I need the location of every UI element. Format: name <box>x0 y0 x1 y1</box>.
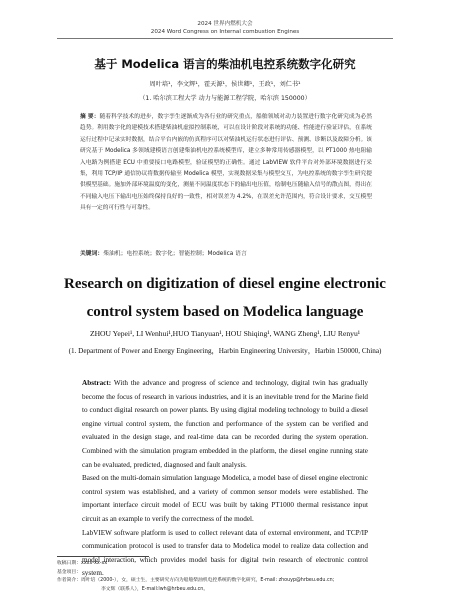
footnotes <box>57 560 397 594</box>
chinese-abstract-text: 随着科学技术的进步，数字孪生逐渐成为各行业的研究重点，船舶领域对动力装置进行数字化研究成为必然趋势。利用数字化的建模技术搭建柴油机虚拟控制系统，可以在设计阶段对系统的功能、性能进行验证评估，在系统运行过程中记录实时数据，结合平台内嵌的仿真程序可以对柴油机运行状态进行评估、预测、诊断以及故障分析。该研究基于 Modelica 多领域建模语言创建柴油机电控系统模型库，建立多种常用传感器模型，以 PT1000 热电阻输入电路为例搭建 ECU 中重要接口电路模型，验证模型的正确性。通过 LabVIEW 软件平台对外部环境数据进行采集，利用 TCP/IP 通信协议将数据传输至 Modelica 模型，实现数据采集与模型交互，为电控系统的数字孪生研究提供模型基础。施加外部环境温度的变化，测量不同温度状态下的输出电压值，绘制电压随输入信号的散点图，得出在不同输入电压下输出电压始终保持良好的一致性，相对误差为 4.2%，在误差允许范围内，符合设计要求，交互模型具有一定的可行性与可靠性。 <box>80 114 373 212</box>
english-title: Research on digitization of diesel engine electronic control system based on Modelica language <box>64 276 386 320</box>
header-divider <box>57 38 393 39</box>
chinese-abstract <box>80 112 372 215</box>
chinese-affiliation: （1. 哈尔滨工程大学 动力与能源工程学院，哈尔滨 150000） <box>139 95 311 102</box>
footnote-received: 收稿日期：xxxx-xx-xx <box>57 561 108 566</box>
abstract-paragraph-3: LabVIEW software platform is used to collect relevant data of external environment, and TCP/IP communication protocol is used to transfer data to Modelica model to realize data collection and model interaction, which provides model basis for digital twin research of electronic control system. <box>82 528 368 578</box>
header-line-cn: 2024 世界内燃机大会 <box>197 21 253 27</box>
running-header <box>0 20 450 36</box>
chinese-title: 基于 Modelica 语言的柴油机电控系统数字化研究 <box>94 57 356 71</box>
footnote-author-info: 作者简介：周叶培（2000-），女，硕士生，主要研究方向为船舶柴油机电控系统的数字化研究，E-mail: zhouyp@hrbeu.edu.cn; <box>57 578 335 584</box>
english-authors: ZHOU Yepei¹, LI Wenhui¹,HUO Tianyuan¹, HOU Shiqing¹, WANG Zheng¹, LIU Renyu¹ <box>89 329 361 338</box>
chinese-keywords-text: 柴油机；电控系统；数字化；智能控制；Modelica 语言 <box>103 251 247 257</box>
chinese-authors: 周叶培¹，李文辉¹，霍天源¹，侯世卿¹，王政¹，刘仁书¹ <box>149 81 301 88</box>
footnote-fund: 基金项目： <box>57 569 81 575</box>
abstract-paragraph <box>82 377 368 472</box>
footnote-divider <box>57 556 149 557</box>
chinese-keywords <box>80 248 372 257</box>
header-line-en: 2024 Word Congress on Internal combustion Engines <box>150 29 300 35</box>
abstract-paragraph-2: Based on the multi-domain simulation language Modelica, a model base of diesel engine electronic control system was established, and a variety of common sensor models were established. The important interface circuit model of ECU was built by taking PT1000 thermal resistance input circuit as an example to verify the correctness of the model. <box>82 474 368 523</box>
english-abstract <box>82 377 368 581</box>
footnote-contact: 李文辉（联系人），E-mail:lwh@hrbeu.edu.cn。 <box>101 586 209 592</box>
chinese-keywords-label: 关键词： <box>80 251 104 257</box>
abstract-paragraph-1: With the advance and progress of science and technology, digital twin has gradually become the focus of research in various industries, and it is an inevitable trend for the Marine field to conduct digital research on power plants. By using digital modeling technology to build a diesel engine virtual control system, the function and performance of the system can be verified and evaluated in the design stage, and real-time data can be recorded during the system operation. Combined with the simulation program embedded in the platform, the diesel engine running state can be evaluated, predicted, diagnosed and fault analysis. <box>82 379 368 469</box>
chinese-abstract-label: 摘 要： <box>80 114 100 120</box>
english-affiliation: (1. Department of Power and Energy Engineering，Harbin Engineering University，Harbin 150000, China) <box>68 347 382 355</box>
english-abstract-label: Abstract: <box>82 379 112 387</box>
